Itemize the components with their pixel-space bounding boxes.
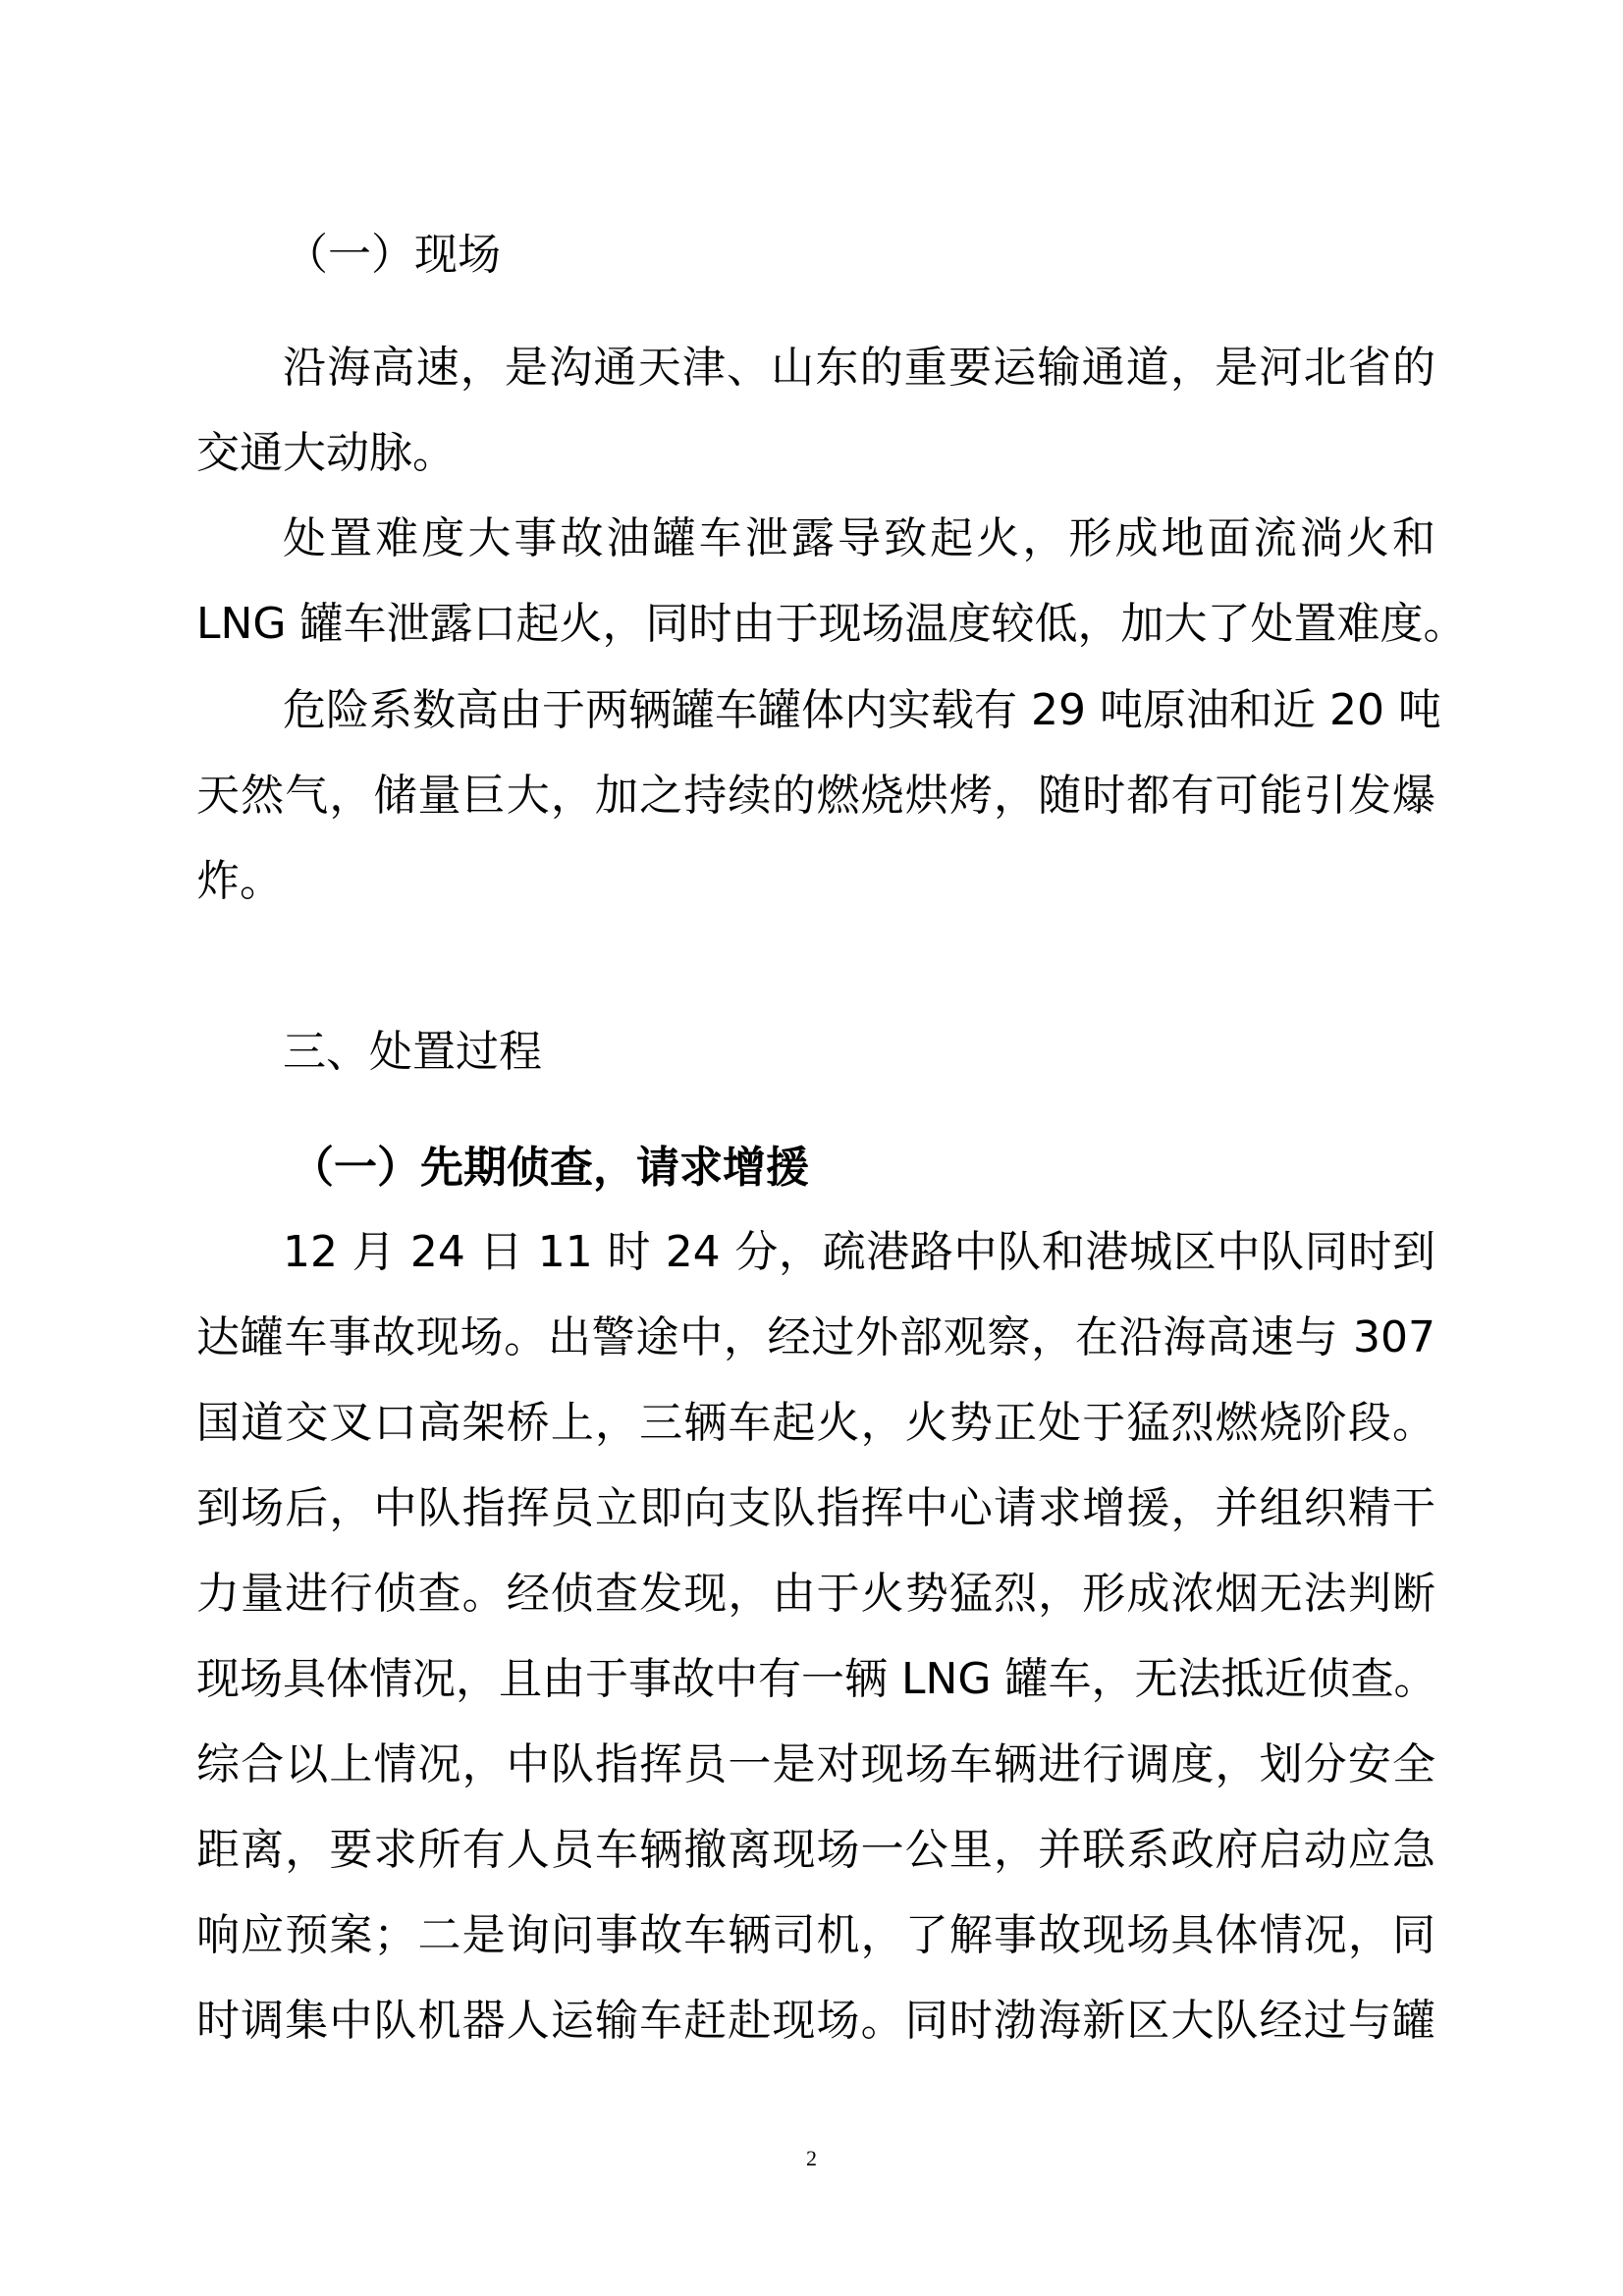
paragraph-line: 处置难度大事故油罐车泄露导致起火，形成地面流淌火和 (283, 513, 1435, 563)
paragraph-line: 12 月 24 日 11 时 24 分，疏港路中队和港城区中队同时到 (283, 1227, 1435, 1277)
section-heading-scene: （一）现场 (285, 230, 501, 280)
paragraph-line: 力量进行侦查。经侦查发现，由于火势猛烈，形成浓烟无法判断 (196, 1569, 1435, 1619)
paragraph-line: 现场具体情况，且由于事故中有一辆 LNG 罐车，无法抵近侦查。 (196, 1654, 1437, 1704)
paragraph-line: 达罐车事故现场。出警途中，经过外部观察，在沿海高速与 307 (196, 1312, 1435, 1362)
paragraph-line: 交通大动脉。 (196, 428, 456, 478)
paragraph-line: 国道交叉口高架桥上，三辆车起火，火势正处于猛烈燃烧阶段。 (196, 1398, 1435, 1448)
paragraph-line: 沿海高速，是沟通天津、山东的重要运输通道，是河北省的 (283, 343, 1435, 393)
paragraph-line: LNG 罐车泄露口起火，同时由于现场温度较低，加大了处置难度。 (196, 599, 1467, 649)
subsection-heading: （一）先期侦查，请求增援 (291, 1143, 809, 1193)
paragraph-line: 响应预案；二是询问事故车辆司机，了解事故现场具体情况，同 (196, 1910, 1435, 1960)
paragraph-line: 到场后，中队指挥员立即向支队指挥中心请求增援，并组织精干 (196, 1483, 1435, 1533)
section-heading-process: 三、处置过程 (283, 1027, 542, 1077)
paragraph-line: 危险系数高由于两辆罐车罐体内实载有 29 吨原油和近 20 吨 (283, 685, 1441, 735)
paragraph-line: 时调集中队机器人运输车赶赴现场。同时渤海新区大队经过与罐 (196, 1996, 1435, 2046)
page-number: 2 (806, 2146, 817, 2170)
paragraph-line: 综合以上情况，中队指挥员一是对现场车辆进行调度，划分安全 (196, 1739, 1435, 1789)
paragraph-line: 炸。 (196, 856, 283, 906)
paragraph-line: 天然气，储量巨大，加之持续的燃烧烘烤，随时都有可能引发爆 (196, 771, 1435, 821)
paragraph-line: 距离，要求所有人员车辆撤离现场一公里，并联系政府启动应急 (196, 1825, 1435, 1875)
